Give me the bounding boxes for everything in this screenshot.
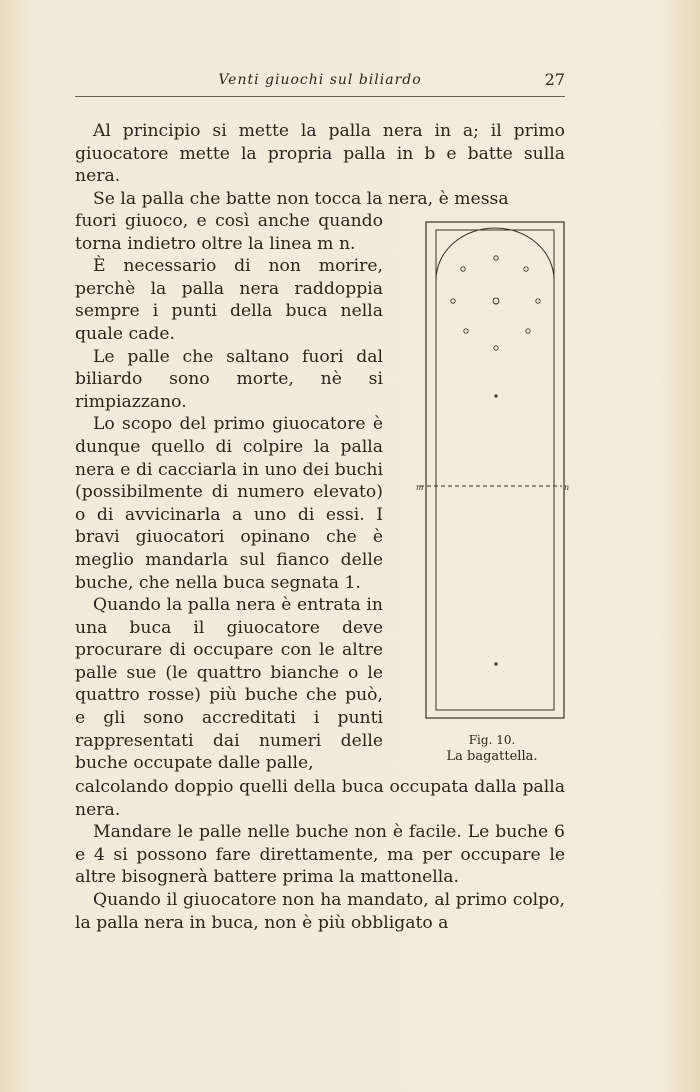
page-header — [75, 70, 565, 97]
paragraph-8: Quando il giuocatore non ha mandato, al primo colpo, la palla nera in buca, non è più obbligato a — [75, 889, 565, 933]
hole — [494, 256, 498, 260]
page-number: 27 — [544, 70, 565, 89]
table-head-arc — [436, 228, 554, 280]
hole — [526, 329, 530, 333]
paragraph-6-continued: calcolando doppio quelli della buca occupata dalla palla nera. — [75, 777, 565, 820]
bagatelle-table-diagram — [412, 218, 572, 728]
paragraph-6: Quando la palla nera è entrata in una buca il giuocatore deve procurare di occupare con le altre palle sue (le quattro bianche o le quattro rosse) più buche che può, e gli sono accreditati i punti rappresentati dai numeri delle buche occupate dalle palle, — [75, 595, 383, 774]
bagatelle-figure — [412, 218, 572, 768]
paragraph-4: Le palle che saltano fuori dal biliardo sono morte, nè si rimpiazzano. — [75, 346, 383, 412]
hole — [536, 299, 540, 303]
paragraph-7: Mandare le palle nelle buche non è facile. Le buche 6 e 4 si possono fare direttamente, ma per occupare le altre bisognerà battere prima la mattonella. — [75, 822, 565, 888]
label-m: m — [416, 483, 424, 492]
paragraph-3: È necessario di non morire, perchè la palla nera raddoppia sempre i punti della buca nella quale cade. — [75, 256, 383, 344]
hole — [494, 346, 498, 350]
hole — [493, 298, 499, 304]
paragraph-2: Se la palla che batte non tocca la nera, è messa — [93, 188, 509, 209]
figure-caption: La bagattella. — [446, 749, 538, 764]
figure-number: Fig. 10. — [468, 733, 516, 747]
column-text-block — [75, 210, 383, 775]
table-outer-border — [426, 222, 564, 718]
paragraph-1: Al principio si mette la palla nera in a; il primo giuocatore mette la propria palla in b e batte sulla nera. — [75, 121, 565, 187]
top-text-block — [75, 120, 565, 210]
paragraph-2-continued: fuori giuoco, e così anche quando torna indietro oltre la linea m n. — [75, 211, 383, 254]
hole — [464, 329, 468, 333]
hole — [461, 267, 465, 271]
hole — [524, 267, 528, 271]
bottom-text-block — [75, 776, 565, 934]
running-title: Venti giuochi sul biliardo — [218, 72, 422, 88]
label-n: n — [564, 483, 570, 492]
ball-position-a — [494, 394, 497, 397]
hole — [451, 299, 455, 303]
paragraph-5: Lo scopo del primo giuocatore è dunque quello di colpire la palla nera e di cacciarla in uno dei buchi (possibilmente di numero elevato) o di avvicinarla a uno di essi. I bravi giuocatori opinano che è meglio mandarla sul fianco delle buche, che nella buca segnata 1. — [75, 414, 383, 593]
ball-position-b — [494, 662, 497, 665]
